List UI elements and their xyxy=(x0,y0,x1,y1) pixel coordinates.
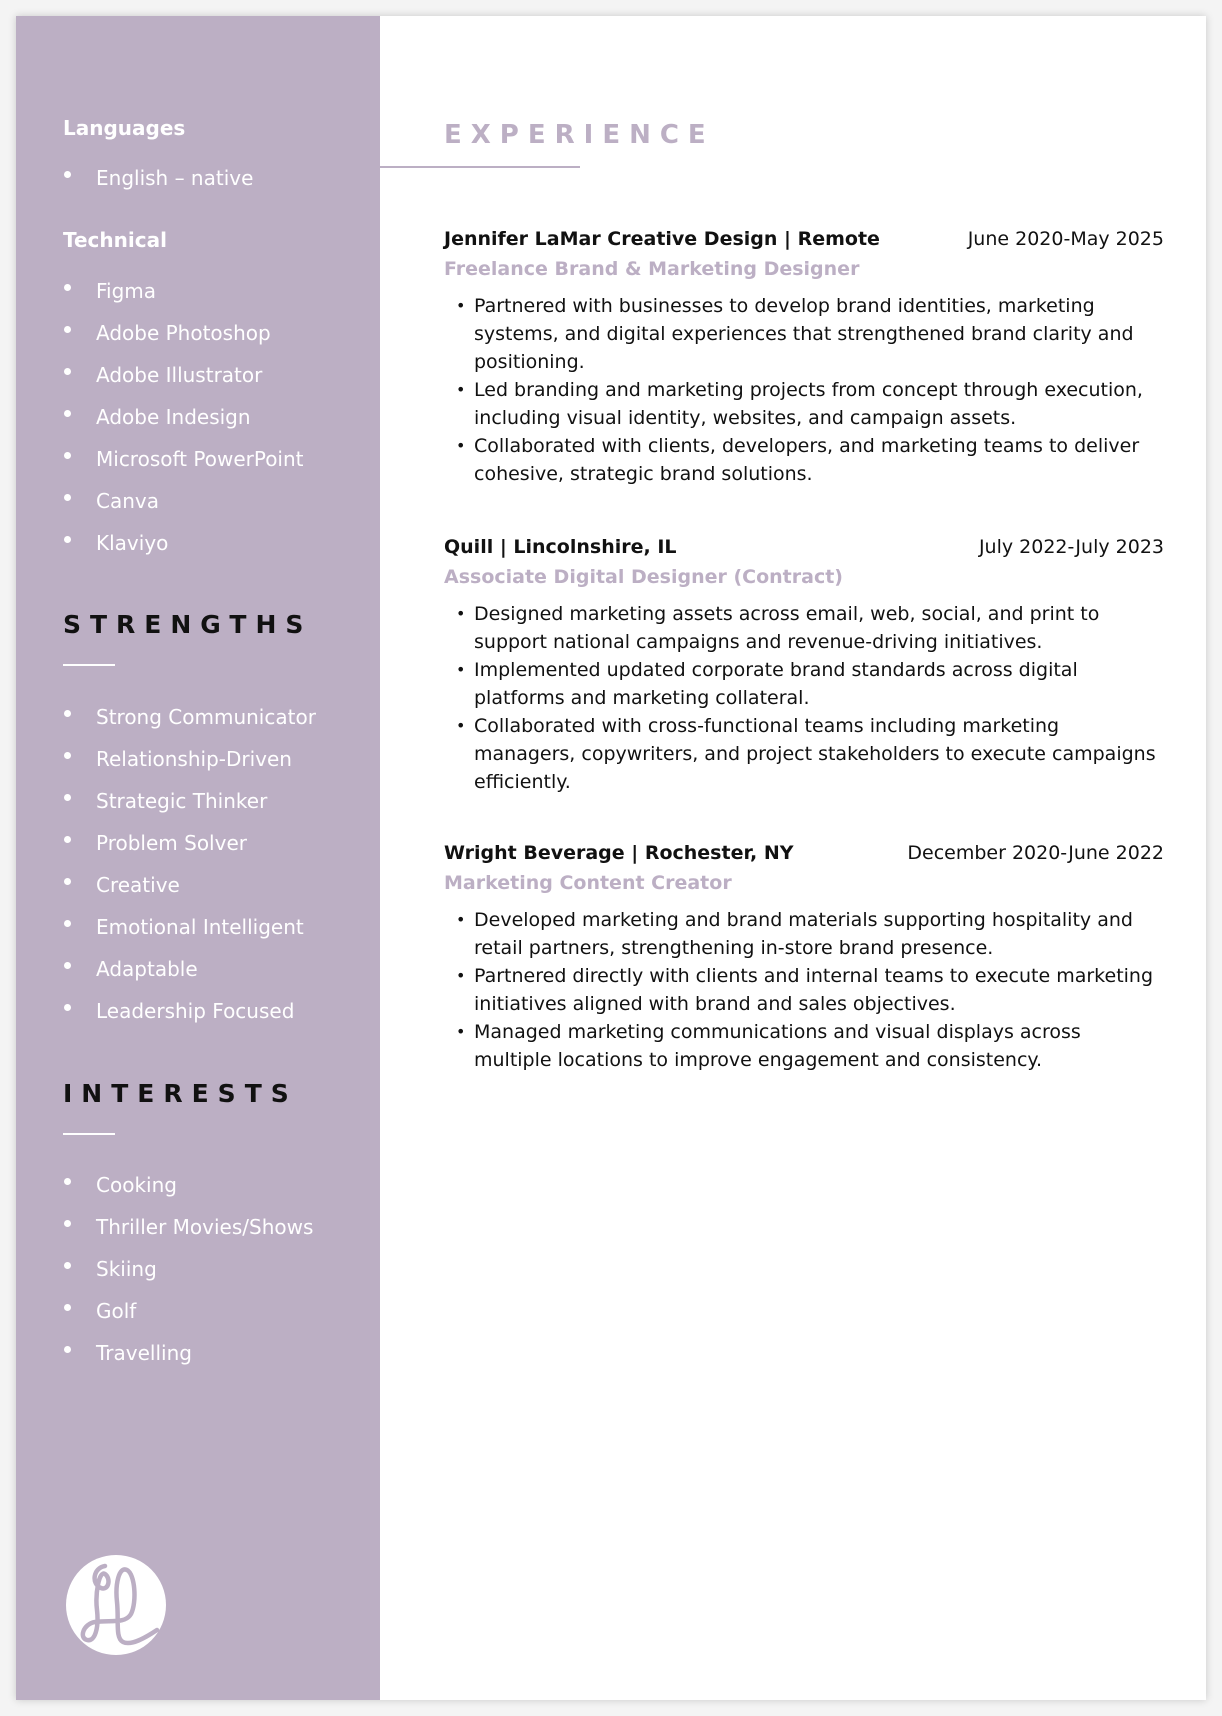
strengths-list xyxy=(63,705,316,1041)
interests-divider xyxy=(63,1133,115,1135)
languages-heading: Languages xyxy=(63,116,186,140)
bullet-dot-icon xyxy=(64,326,71,333)
sidebar xyxy=(16,16,380,1700)
list-item: • Collaborated with cross-functional teams including marketing managers, copywriters, and project stakeholders to execute campaigns efficiently. xyxy=(444,712,1164,796)
list-item: Adobe Illustrator xyxy=(63,363,304,405)
list-item: Leadership Focused xyxy=(63,999,316,1041)
main-content xyxy=(380,16,1206,1700)
jl-monogram-logo-icon xyxy=(65,1554,167,1656)
list-item: • Led branding and marketing projects from concept through execution, including visual identity, websites, and campaign assets. xyxy=(444,376,1164,432)
experience-divider xyxy=(380,166,580,168)
bullet-dot-icon xyxy=(64,494,71,501)
bullet-dot-icon xyxy=(64,710,71,717)
job-title: Freelance Brand & Marketing Designer xyxy=(444,258,860,280)
list-item: Figma xyxy=(63,279,304,321)
interests-list xyxy=(63,1173,313,1383)
interests-heading: INTERESTS xyxy=(63,1079,298,1108)
bullet-icon: • xyxy=(456,910,466,929)
job-title: Associate Digital Designer (Contract) xyxy=(444,566,843,588)
list-item: • Developed marketing and brand materials supporting hospitality and retail partners, strengthening in-store brand presence. xyxy=(444,906,1164,962)
technical-list xyxy=(63,279,304,573)
job-bullets xyxy=(444,292,1164,488)
list-item: Strong Communicator xyxy=(63,705,316,747)
list-item: Golf xyxy=(63,1299,313,1341)
list-item: Skiing xyxy=(63,1257,313,1299)
bullet-dot-icon xyxy=(64,452,71,459)
bullet-dot-icon xyxy=(64,836,71,843)
experience-heading: EXPERIENCE xyxy=(444,120,715,150)
job-dates: June 2020-May 2025 xyxy=(967,228,1164,250)
resume-page xyxy=(16,16,1206,1700)
list-item: Thriller Movies/Shows xyxy=(63,1215,313,1257)
bullet-dot-icon xyxy=(64,920,71,927)
bullet-dot-icon xyxy=(64,1004,71,1011)
list-item: Travelling xyxy=(63,1341,313,1383)
list-item: Klaviyo xyxy=(63,531,304,573)
job-title: Marketing Content Creator xyxy=(444,872,732,894)
bullet-dot-icon xyxy=(64,962,71,969)
bullet-dot-icon xyxy=(64,536,71,543)
bullet-dot-icon xyxy=(64,368,71,375)
list-item: Emotional Intelligent xyxy=(63,915,316,957)
list-item: • Managed marketing communications and visual displays across multiple locations to improve engagement and consistency. xyxy=(444,1018,1164,1074)
list-item: Canva xyxy=(63,489,304,531)
job-bullets xyxy=(444,600,1164,796)
bullet-icon: • xyxy=(456,660,466,679)
bullet-dot-icon xyxy=(64,171,71,178)
bullet-icon: • xyxy=(456,966,466,985)
bullet-dot-icon xyxy=(64,1304,71,1311)
job-company: Wright Beverage | Rochester, NY xyxy=(444,842,794,864)
bullet-dot-icon xyxy=(64,878,71,885)
list-item: Problem Solver xyxy=(63,831,316,873)
list-item: Strategic Thinker xyxy=(63,789,316,831)
bullet-dot-icon xyxy=(64,284,71,291)
job-entry xyxy=(444,228,1164,488)
list-item: Relationship-Driven xyxy=(63,747,316,789)
list-item: English – native xyxy=(63,166,253,208)
job-company: Quill | Lincolnshire, IL xyxy=(444,536,677,558)
list-item: Cooking xyxy=(63,1173,313,1215)
list-item: • Collaborated with clients, developers, and marketing teams to deliver cohesive, strategic brand solutions. xyxy=(444,432,1164,488)
list-item: • Partnered directly with clients and internal teams to execute marketing initiatives aligned with brand and sales objectives. xyxy=(444,962,1164,1018)
list-item: Adaptable xyxy=(63,957,316,999)
bullet-icon: • xyxy=(456,1022,466,1041)
job-dates: July 2022-July 2023 xyxy=(978,536,1164,558)
languages-list xyxy=(63,166,253,208)
job-dates: December 2020-June 2022 xyxy=(907,842,1164,864)
job-entry xyxy=(444,842,1164,1074)
bullet-dot-icon xyxy=(64,752,71,759)
list-item: Creative xyxy=(63,873,316,915)
bullet-dot-icon xyxy=(64,1262,71,1269)
bullet-dot-icon xyxy=(64,1178,71,1185)
list-item: • Partnered with businesses to develop brand identities, marketing systems, and digital experiences that strengthened brand clarity and positioning. xyxy=(444,292,1164,376)
bullet-dot-icon xyxy=(64,410,71,417)
list-item: • Implemented updated corporate brand standards across digital platforms and marketing collateral. xyxy=(444,656,1164,712)
bullet-icon: • xyxy=(456,716,466,735)
bullet-dot-icon xyxy=(64,794,71,801)
strengths-heading: STRENGTHS xyxy=(63,610,313,639)
strengths-divider xyxy=(63,664,115,666)
job-bullets xyxy=(444,906,1164,1074)
list-item: Microsoft PowerPoint xyxy=(63,447,304,489)
list-item: Adobe Photoshop xyxy=(63,321,304,363)
job-company: Jennifer LaMar Creative Design | Remote xyxy=(444,228,880,250)
bullet-dot-icon xyxy=(64,1220,71,1227)
bullet-icon: • xyxy=(456,380,466,399)
job-entry xyxy=(444,536,1164,796)
technical-heading: Technical xyxy=(63,228,167,252)
bullet-icon: • xyxy=(456,604,466,623)
bullet-icon: • xyxy=(456,436,466,455)
bullet-dot-icon xyxy=(64,1346,71,1353)
bullet-icon: • xyxy=(456,296,466,315)
list-item: Adobe Indesign xyxy=(63,405,304,447)
list-item: • Designed marketing assets across email, web, social, and print to support national campaigns and revenue-driving initiatives. xyxy=(444,600,1164,656)
